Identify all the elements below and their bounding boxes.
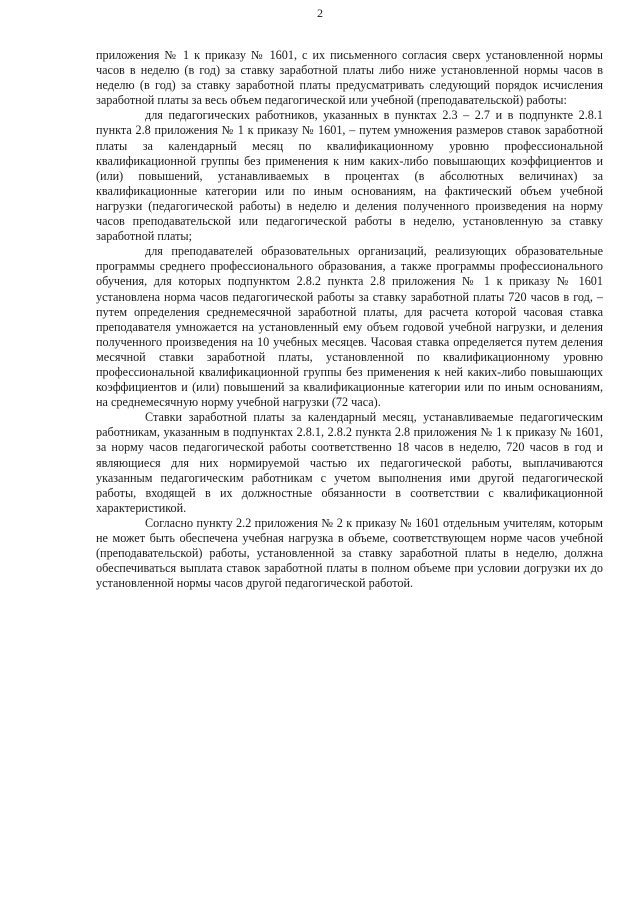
document-body <box>96 48 603 591</box>
paragraph-teachers-vocational: для преподавателей образовательных организаций, реализующих образовательные программы среднего профессионального образования, а также программы профессионального обучения, для которых подпунктом 2.8.2 пункта 2.8 приложения № 1 к приказу № 1601 установлена норма часов педагогической работы за ставку заработной платы 720 часов в год, – путем определения среднемесячной заработной платы, для расчета которой часовая ставка преподавателя умножается на установленный ему объем годовой учебной нагрузки, и деления полученного произведения на 10 учебных месяцев. Часовая ставка определяется путем деления месячной ставки заработной платы, установленной по квалификационному уровню профессиональной квалификационной группы без применения к ней каких-либо повышающих коэффициентов и (или) повышений за квалификационные категории или по иным основаниям, на среднемесячную норму учебной нагрузки (72 часа). <box>96 244 603 410</box>
paragraph-article-2-2: Согласно пункту 2.2 приложения № 2 к приказу № 1601 отдельным учителям, которым не может быть обеспечена учебная нагрузка в объеме, соответствующем норме часов учебной (преподавательской) работы, установленной за ставку заработной платы в неделю, должна обеспечиваться выплата ставок заработной платы в полном объеме при условии догрузки их до установленной нормы часов другой педагогической работой. <box>96 515 603 591</box>
page-number: 2 <box>317 6 323 20</box>
paragraph-pedagogical-workers: для педагогических работников, указанных в пунктах 2.3 – 2.7 и в подпункте 2.8.1 пункта 2.8 приложения № 1 к приказу № 1601, – путем умножения размеров ставок заработной платы за календарный месяц по квалификационному уровню профессиональной квалификационной группы без применения к ним каких-либо повышающих коэффициентов и (или) повышений, устанавливаемых в процентах (в абсолютных величинах) за квалификационные категории или по иным основаниям, на фактический объем учебной нагрузки (педагогической работы) в неделю и деления полученного произведения на норму часов преподавательской или педагогической работы в неделю, установленную за ставку заработной платы; <box>96 108 603 244</box>
paragraph-salary-rates: Ставки заработной платы за календарный месяц, устанавливаемые педагогическим работникам, указанным в подпунктах 2.8.1, 2.8.2 пункта 2.8 приложения № 1 к приказу № 1601, за норму часов педагогической работы соответственно 18 часов в неделю, 720 часов в год и являющиеся для них нормируемой частью их педагогической работы, выплачиваются указанным педагогическим работникам с учетом выполнения ими другой педагогической работы, входящей в их должностные обязанности в соответствии с квалификационной характеристикой. <box>96 410 603 515</box>
paragraph-continuation: приложения № 1 к приказу № 1601, с их письменного согласия сверх установленной нормы часов в неделю (в год) за ставку заработной платы либо ниже установленной нормы часов в неделю (в год) за ставку заработной платы предусматривать следующий порядок исчисления заработной платы за весь объем педагогической или учебной (преподавательской) работы: <box>96 48 603 108</box>
